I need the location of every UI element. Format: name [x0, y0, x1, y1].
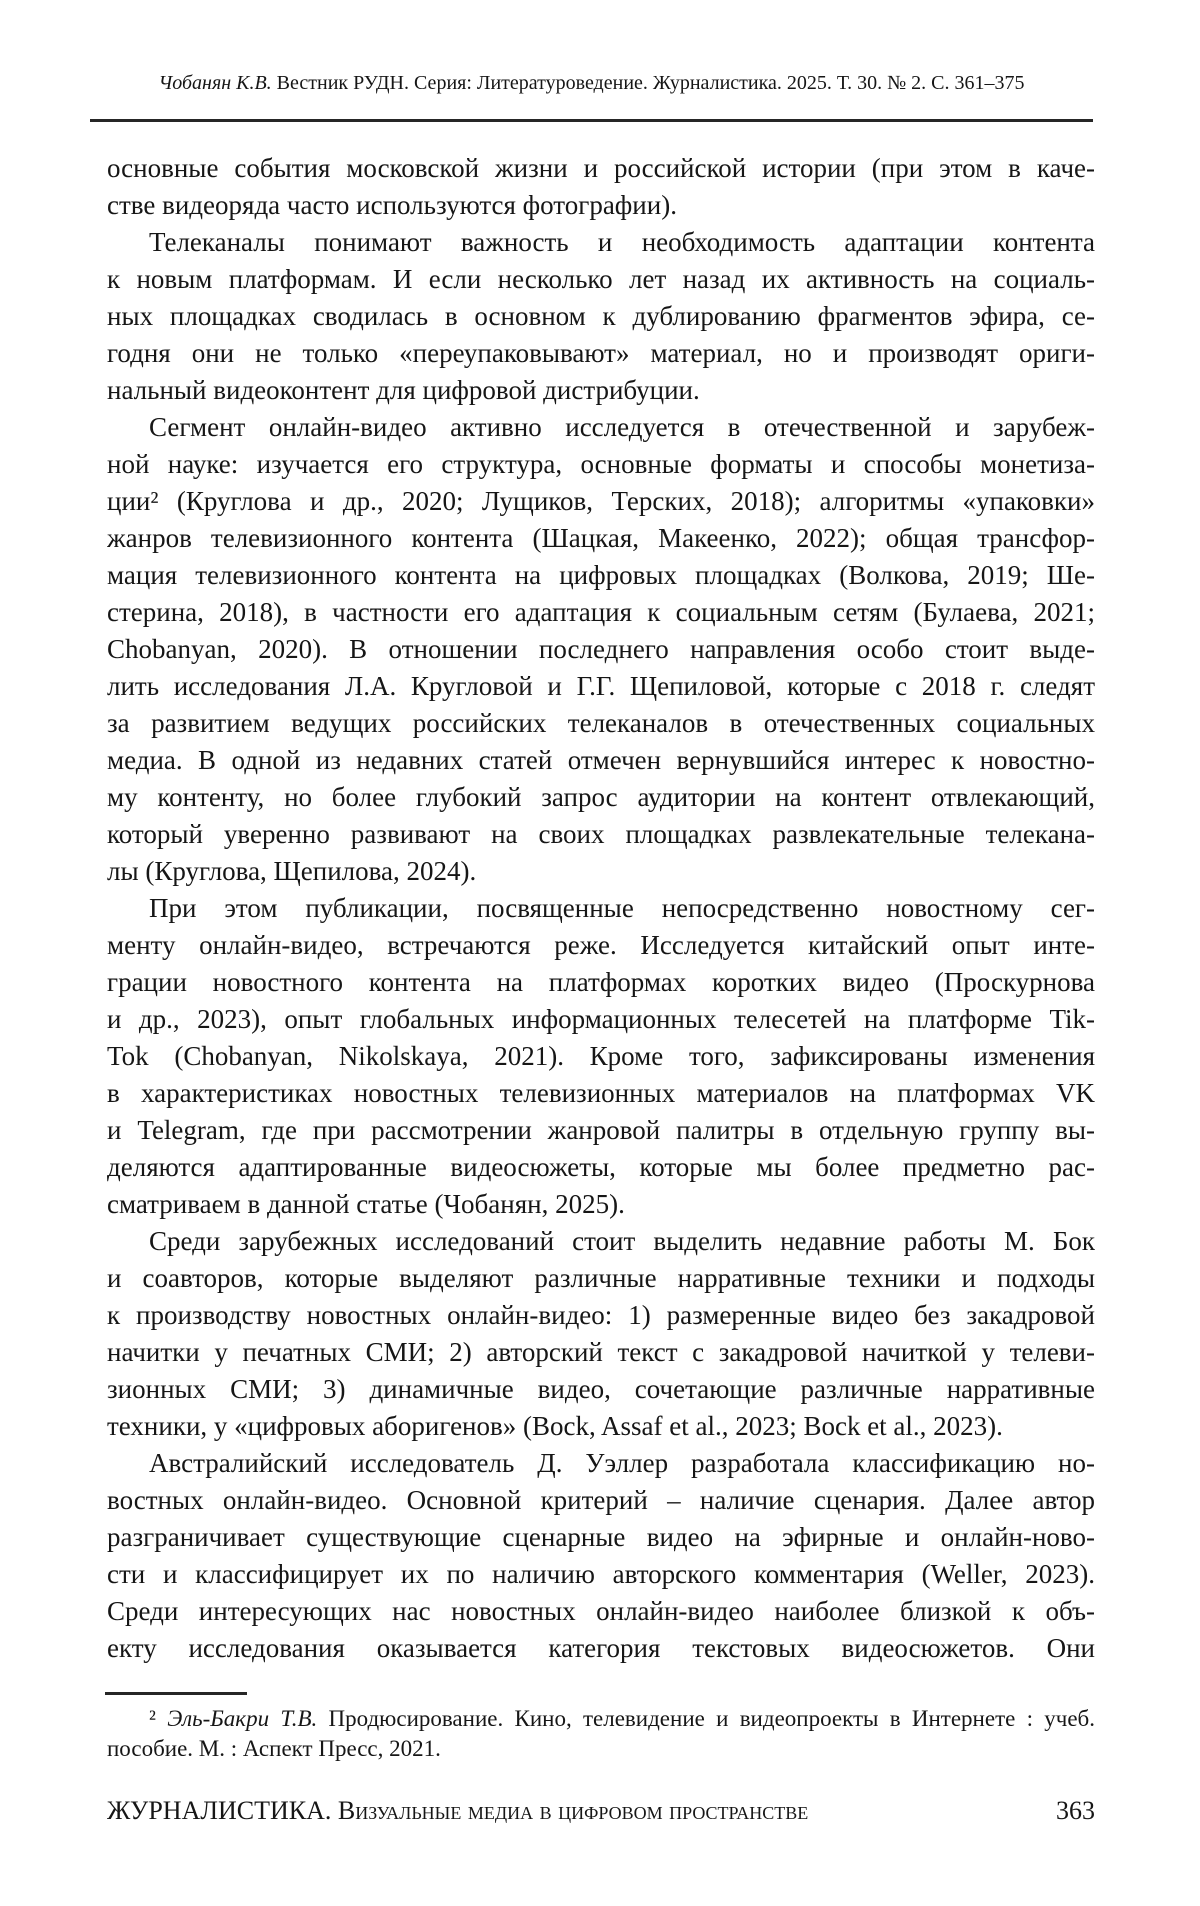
body-line: екту исследования оказывается категория текстовых видеосюжетов. Они: [107, 1633, 1095, 1663]
page-footer: [107, 1796, 1095, 1826]
body-line: лы (Круглова, Щепилова, 2024).: [107, 856, 477, 886]
running-header-citation: Вестник РУДН. Серия: Литературоведение. Журналистика. 2025. Т. 30. № 2. С. 361–375: [271, 72, 1025, 94]
running-title-smallcaps: Визуальные медиа в цифровом пространстве: [337, 1796, 809, 1825]
footnote-rule: [105, 1692, 247, 1695]
body-line: жанров телевизионного контента (Шацкая, Макеенко, 2022); общая трансфор-: [107, 523, 1095, 553]
page-number: 363: [1056, 1796, 1095, 1825]
body-line: основные события московской жизни и российской истории (при этом в каче-: [107, 153, 1095, 183]
body-line: востных онлайн-видео. Основной критерий – наличие сценария. Далее автор: [107, 1485, 1095, 1515]
body-line: ной науке: изучается его структура, основные форматы и способы монетиза-: [107, 449, 1095, 479]
header-rule: [90, 119, 1093, 122]
body-line: Сегмент онлайн-видео активно исследуется в отечественной и зарубеж-: [149, 412, 1095, 442]
body-line: который уверенно развивают на своих площадках развлекательные телекана-: [107, 819, 1095, 849]
body-line: начитки у печатных СМИ; 2) авторский текст с закадровой начиткой у телеви-: [107, 1337, 1095, 1367]
body-line: годня они не только «переупаковывают» материал, но и производят ориги-: [107, 338, 1095, 368]
body-line: сти и классифицирует их по наличию авторского комментария (Weller, 2023).: [107, 1559, 1095, 1589]
body-line: зионных СМИ; 3) динамичные видео, сочетающие различные нарративные: [107, 1374, 1095, 1404]
footnote-segment: пособие. М. : Аспект Пресс, 2021.: [107, 1736, 441, 1761]
body-line: лить исследования Л.А. Кругловой и Г.Г. Щепиловой, которые с 2018 г. следят: [107, 671, 1095, 701]
footnote-segment: Эль-Бакри Т.В.: [167, 1706, 318, 1731]
footnote-segment: ²: [149, 1706, 168, 1731]
running-header-author: Чобанян К.В.: [158, 72, 272, 94]
body-line: нальный видеоконтент для цифровой дистрибуции.: [107, 375, 700, 405]
body-line: Среди зарубежных исследований стоит выделить недавние работы М. Бок: [149, 1226, 1095, 1256]
body-line: и др., 2023), опыт глобальных информационных телесетей на платформе Tik-: [107, 1004, 1095, 1034]
body-line: и соавторов, которые выделяют различные нарративные техники и подходы: [107, 1263, 1095, 1293]
body-line: к производству новостных онлайн-видео: 1) размеренные видео без закадровой: [107, 1300, 1095, 1330]
body-line: ных площадках сводилась в основном к дублированию фрагментов эфира, се-: [107, 301, 1095, 331]
body-line: сматриваем в данной статье (Чобанян, 2025).: [107, 1189, 625, 1219]
body-line: При этом публикации, посвященные непосредственно новостному сег-: [149, 893, 1095, 923]
footnote-segment: Продюсирование. Кино, телевидение и видеопроекты в Интернете : учеб.: [317, 1706, 1095, 1731]
footnote-line: [107, 1734, 1095, 1764]
body-line: стве видеоряда часто используются фотографии).: [107, 190, 677, 220]
body-line: в характеристиках новостных телевизионных материалов на платформах VK: [107, 1078, 1095, 1108]
body-line: Chobanyan, 2020). В отношении последнего направления особо стоит выде-: [107, 634, 1095, 664]
running-title: [107, 1796, 808, 1826]
body-line: менту онлайн-видео, встречаются реже. Исследуется китайский опыт инте-: [107, 930, 1095, 960]
body-line: к новым платформам. И если несколько лет назад их активность на социаль-: [107, 264, 1095, 294]
body-line: Австралийский исследователь Д. Уэллер разработала классификацию но-: [149, 1448, 1095, 1478]
footnote: [107, 1704, 1095, 1764]
body-line: медиа. В одной из недавних статей отмечен вернувшийся интерес к новостно-: [107, 745, 1095, 775]
running-header: [90, 70, 1093, 96]
body-line: мация телевизионного контента на цифровых площадках (Волкова, 2019; Ше-: [107, 560, 1095, 590]
body-line: Tok (Chobanyan, Nikolskaya, 2021). Кроме того, зафиксированы изменения: [107, 1041, 1095, 1071]
body-line: и Telegram, где при рассмотрении жанровой палитры в отдельную группу вы-: [107, 1115, 1095, 1145]
footnote-line: [107, 1704, 1095, 1734]
body-line: за развитием ведущих российских телеканалов в отечественных социальных: [107, 708, 1095, 738]
body-line: му контенту, но более глубокий запрос аудитории на контент отвлекающий,: [107, 782, 1095, 812]
body-line: разграничивает существующие сценарные видео на эфирные и онлайн-ново-: [107, 1522, 1095, 1552]
body-line: техники, у «цифровых аборигенов» (Bock, Assaf et al., 2023; Bock et al., 2023).: [107, 1411, 1003, 1441]
body-line: Среди интересующих нас новостных онлайн-видео наиболее близкой к объ-: [107, 1596, 1095, 1626]
body-line: стерина, 2018), в частности его адаптация к социальным сетям (Булаева, 2021;: [107, 597, 1095, 627]
body-line: грации новостного контента на платформах коротких видео (Проскурнова: [107, 967, 1095, 997]
body-line: Телеканалы понимают важность и необходимость адаптации контента: [149, 227, 1095, 257]
body-text: [107, 150, 1095, 1667]
body-line: ции² (Круглова и др., 2020; Лущиков, Терских, 2018); алгоритмы «упаковки»: [107, 486, 1095, 516]
running-title-lead: ЖУРНАЛИСТИКА.: [107, 1796, 338, 1825]
body-line: деляются адаптированные видеосюжеты, которые мы более предметно рас-: [107, 1152, 1095, 1182]
